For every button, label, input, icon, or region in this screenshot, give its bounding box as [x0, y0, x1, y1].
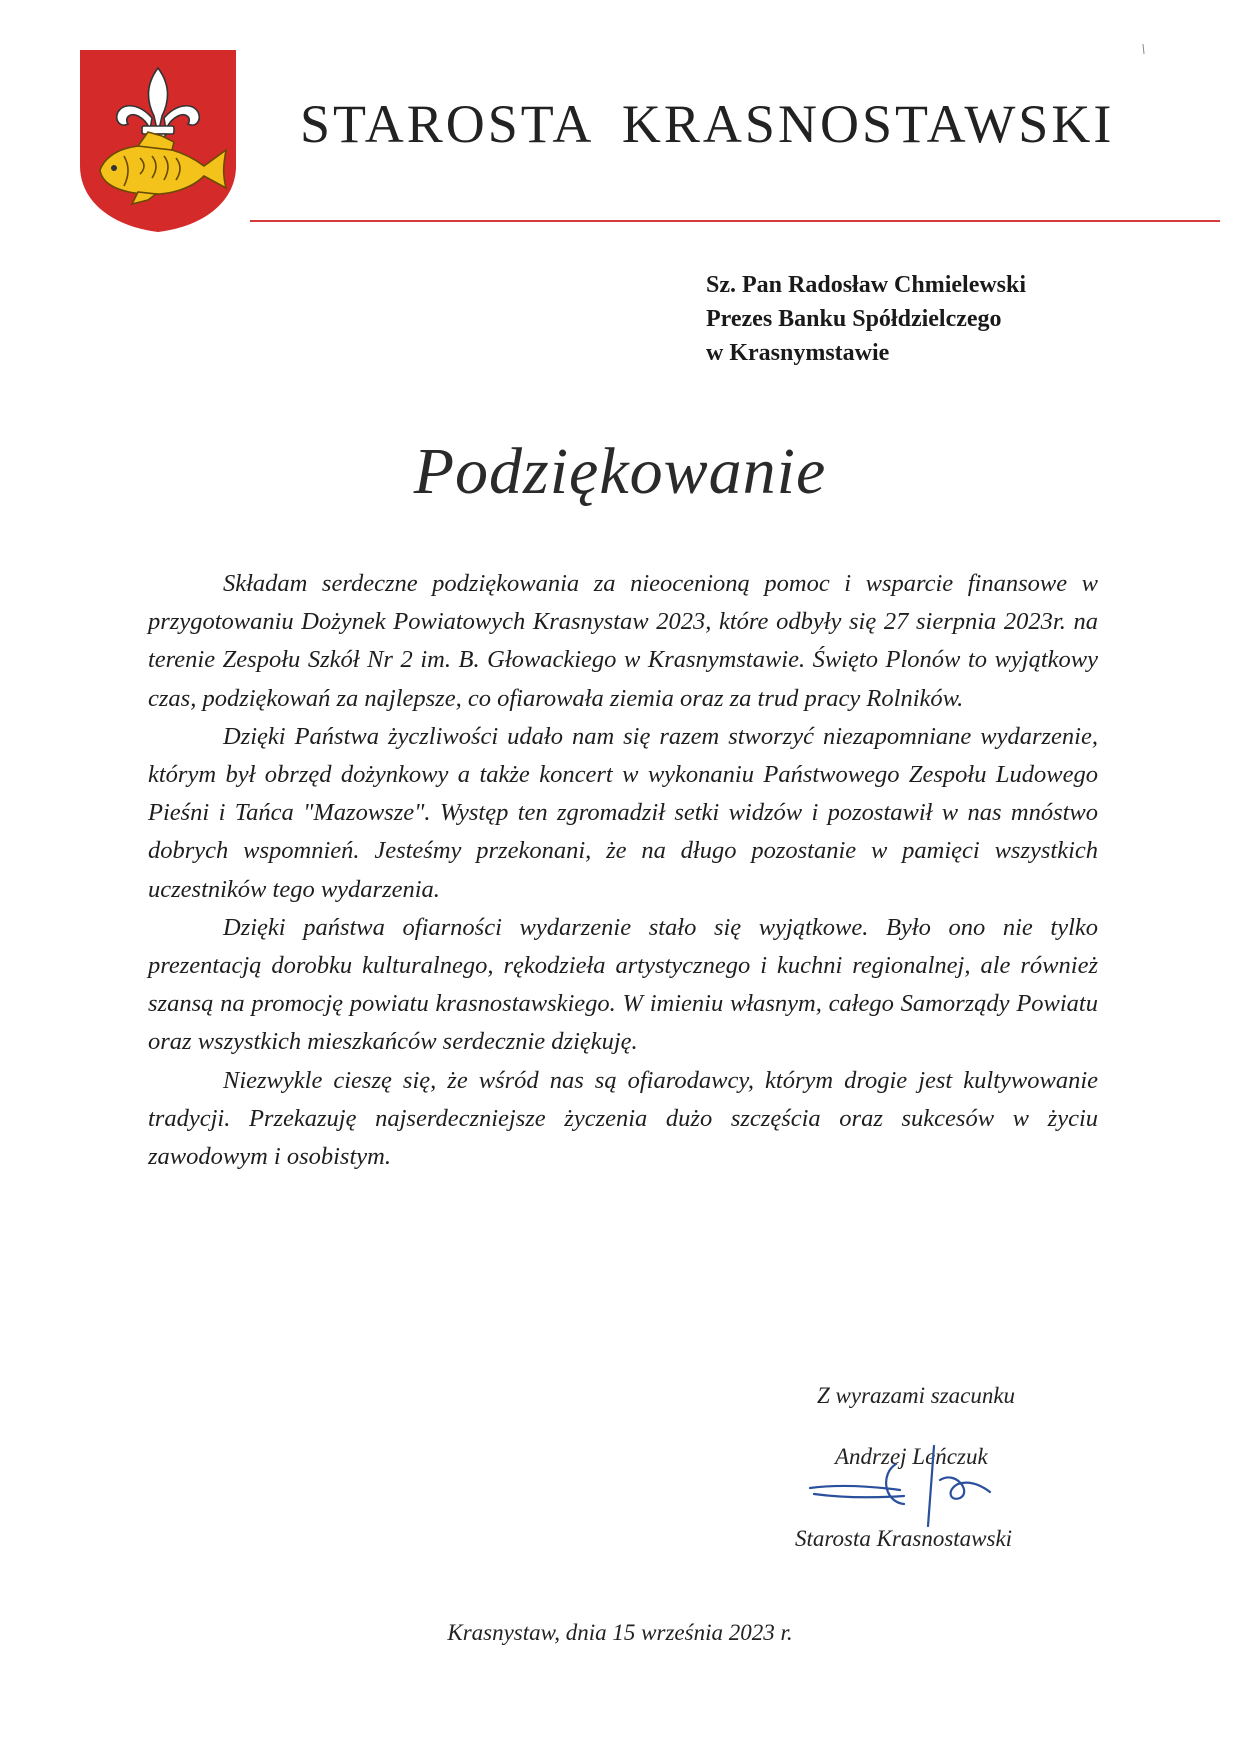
issuer-title: STAROSTA KRASNOSTAWSKI: [300, 94, 1115, 154]
signatory-position: Starosta Krasnostawski: [795, 1526, 1013, 1551]
signature-icon: [800, 1440, 1030, 1530]
letter-body: [148, 565, 1098, 1176]
body-paragraph: Niezwykle cieszę się, że wśród nas są ofiarodawcy, którym drogie jest kultywowanie tradycji. Przekazuję najserdeczniejsze życzenia dużo szczęścia oraz sukcesów w życiu zawodowym i osobistym.: [148, 1066, 1098, 1171]
header-divider: [250, 220, 1220, 222]
coat-of-arms-icon: [78, 48, 238, 234]
body-paragraph: Składam serdeczne podziękowania za nieocenioną pomoc i wsparcie finansowe w przygotowaniu Dożynek Powiatowych Krasnystaw 2023, które odbyły się 27 sierpnia 2023r. na terenie Zespołu Szkół Nr 2 im. B. Głowackiego w Krasnymstawie. Święto Plonów to wyjątkowy czas, podziękowań za najlepsze, co ofiarowała ziemia oraz za trud pracy Rolników.: [148, 570, 1098, 712]
place-and-date: Krasnystaw, dnia 15 września 2023 r.: [447, 1620, 793, 1645]
recipient-line: w Krasnymstawie: [706, 340, 890, 366]
document-title: Podziękowanie: [413, 435, 827, 508]
recipient-line: Prezes Banku Spółdzielczego: [706, 306, 1002, 332]
recipient-address: [706, 268, 1166, 370]
body-paragraph: Dzięki państwa ofiarności wydarzenie stało się wyjątkowe. Było ono nie tylko prezentacją dorobku kulturalnego, rękodzieła artystycznego i kuchni regionalnej, ale również szansą na promocję powiatu krasnostawskiego. W imieniu własnym, całego Samorządy Powiatu oraz wszystkich mieszkańców serdecznie dziękuję.: [148, 913, 1098, 1056]
body-paragraph: Dzięki Państwa życzliwości udało nam się razem stworzyć niezapomniane wydarzenie, którym był obrzęd dożynkowy a także koncert w wykonaniu Państwowego Zespołu Ludowego Pieśni i Tańca "Mazowsze". Występ ten zgromadził setki widzów i pozostawił w nas mnóstwo dobrych wspomnień. Jesteśmy przekonani, że na długo pozostanie w pamięci wszystkich uczestników tego wydarzenia.: [148, 722, 1098, 903]
scan-artifact: [1142, 44, 1145, 54]
signatory-name: Andrzej Leńczuk: [835, 1444, 988, 1469]
closing-salutation: Z wyrazami szacunku: [817, 1383, 1016, 1408]
recipient-line: Sz. Pan Radosław Chmielewski: [706, 272, 1027, 298]
